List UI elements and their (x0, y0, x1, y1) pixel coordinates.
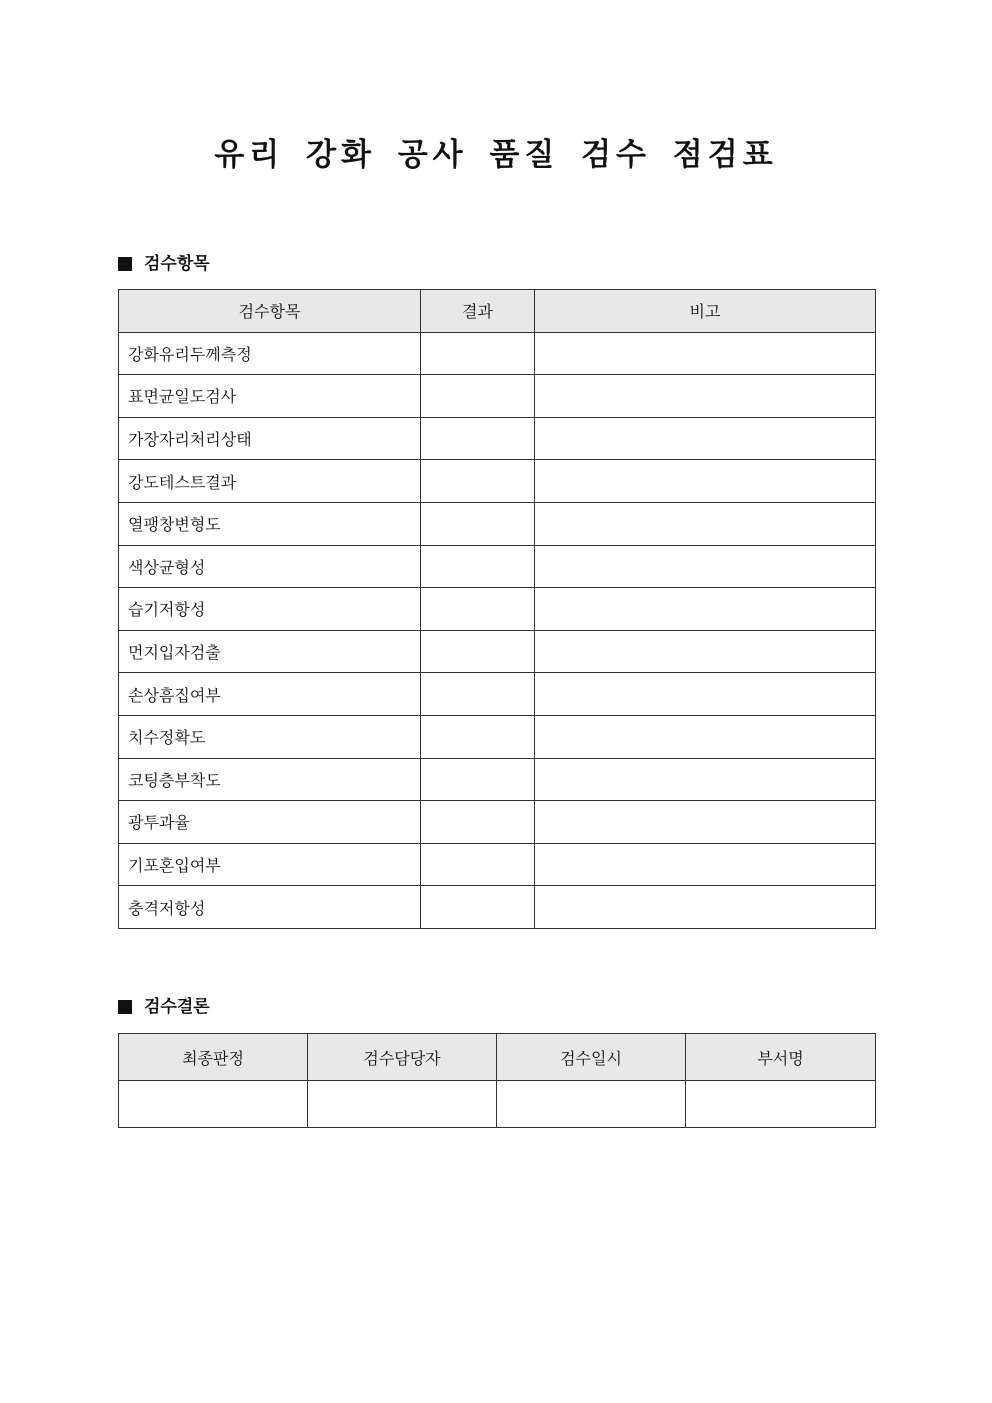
result-cell[interactable] (421, 588, 535, 631)
header-inspector: 검수담당자 (308, 1034, 497, 1081)
table-row (119, 545, 876, 588)
table-row (119, 630, 876, 673)
header-final-judgment: 최종판정 (119, 1034, 308, 1081)
table-row (119, 1081, 876, 1128)
remarks-cell[interactable] (535, 758, 876, 801)
result-cell[interactable] (421, 545, 535, 588)
remarks-cell[interactable] (535, 673, 876, 716)
result-cell[interactable] (421, 843, 535, 886)
remarks-cell[interactable] (535, 417, 876, 460)
result-cell[interactable] (421, 715, 535, 758)
item-label: 습기저항성 (119, 588, 421, 631)
section-heading-label: 검수결론 (144, 997, 210, 1017)
item-label: 강도테스트결과 (119, 460, 421, 503)
table-row (119, 502, 876, 545)
header-result: 결과 (421, 290, 535, 333)
remarks-cell[interactable] (535, 715, 876, 758)
remarks-cell[interactable] (535, 886, 876, 929)
square-bullet-icon (118, 257, 132, 271)
table-row (119, 460, 876, 503)
section-heading-inspection-items (118, 252, 210, 276)
table-header-row (119, 290, 876, 333)
remarks-cell[interactable] (535, 545, 876, 588)
item-label: 표면균일도검사 (119, 375, 421, 418)
remarks-cell[interactable] (535, 630, 876, 673)
page-title: 유리 강화 공사 품질 검수 점검표 (214, 137, 778, 173)
remarks-cell[interactable] (535, 502, 876, 545)
final-judgment-cell[interactable] (119, 1081, 308, 1128)
result-cell[interactable] (421, 630, 535, 673)
result-cell[interactable] (421, 886, 535, 929)
table-row (119, 801, 876, 844)
remarks-cell[interactable] (535, 332, 876, 375)
result-cell[interactable] (421, 332, 535, 375)
table-header-row (119, 1034, 876, 1081)
item-label: 광투과율 (119, 801, 421, 844)
remarks-cell[interactable] (535, 843, 876, 886)
header-inspection-item: 검수항목 (119, 290, 421, 333)
item-label: 먼지입자검출 (119, 630, 421, 673)
item-label: 열팽창변형도 (119, 502, 421, 545)
item-label: 강화유리두께측정 (119, 332, 421, 375)
table-row (119, 886, 876, 929)
result-cell[interactable] (421, 673, 535, 716)
inspector-cell[interactable] (308, 1081, 497, 1128)
item-label: 충격저항성 (119, 886, 421, 929)
inspection-date-cell[interactable] (497, 1081, 686, 1128)
inspection-conclusion-table (118, 1033, 876, 1128)
item-label: 색상균형성 (119, 545, 421, 588)
result-cell[interactable] (421, 758, 535, 801)
header-remarks: 비고 (535, 290, 876, 333)
result-cell[interactable] (421, 801, 535, 844)
item-label: 기포혼입여부 (119, 843, 421, 886)
remarks-cell[interactable] (535, 801, 876, 844)
item-label: 손상흠집여부 (119, 673, 421, 716)
table-row (119, 375, 876, 418)
result-cell[interactable] (421, 375, 535, 418)
item-label: 치수정확도 (119, 715, 421, 758)
table-row (119, 758, 876, 801)
header-department: 부서명 (686, 1034, 876, 1081)
item-label: 코팅층부착도 (119, 758, 421, 801)
result-cell[interactable] (421, 460, 535, 503)
table-row (119, 843, 876, 886)
square-bullet-icon (118, 1000, 132, 1014)
header-inspection-date: 검수일시 (497, 1034, 686, 1081)
section-heading-inspection-conclusion (118, 995, 210, 1019)
result-cell[interactable] (421, 502, 535, 545)
table-row (119, 332, 876, 375)
inspection-items-table (118, 289, 876, 929)
table-row (119, 417, 876, 460)
remarks-cell[interactable] (535, 460, 876, 503)
remarks-cell[interactable] (535, 588, 876, 631)
department-cell[interactable] (686, 1081, 876, 1128)
table-row (119, 715, 876, 758)
result-cell[interactable] (421, 417, 535, 460)
section-heading-label: 검수항목 (144, 254, 210, 274)
table-row (119, 673, 876, 716)
table-row (119, 588, 876, 631)
item-label: 가장자리처리상태 (119, 417, 421, 460)
remarks-cell[interactable] (535, 375, 876, 418)
